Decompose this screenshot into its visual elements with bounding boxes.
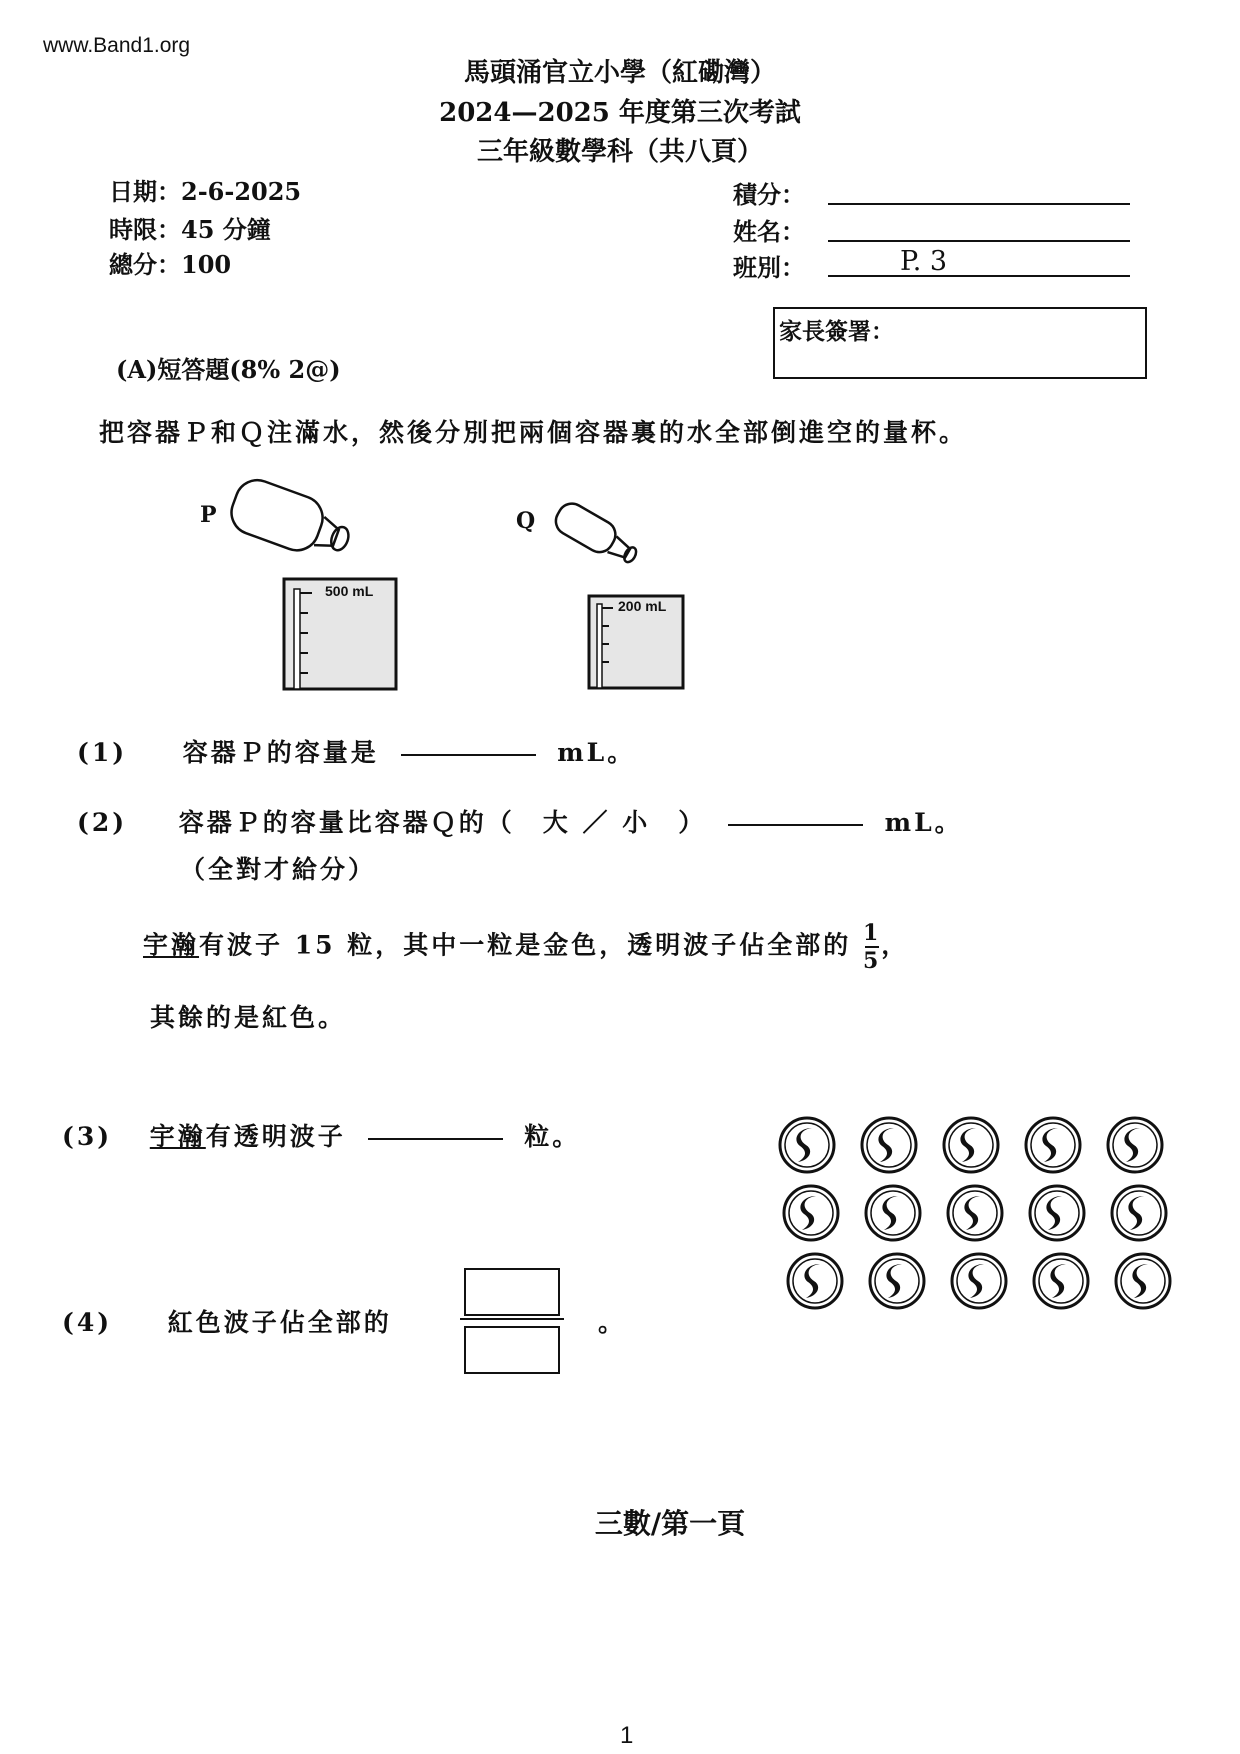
container-q-icon — [545, 500, 655, 575]
question-text: 容器Ｐ的容量比容器Ｑ的（ 大 ／ 小 ） — [178, 808, 707, 837]
marble-icon — [946, 1184, 1004, 1242]
question-text: 有透明波子 — [205, 1122, 346, 1151]
container-p-icon — [222, 478, 367, 568]
marble-icon — [782, 1184, 840, 1242]
passage-text: 有波子 15 粒，其中一粒是金色，透明波子佔全部的 — [199, 930, 852, 960]
answer-blank[interactable] — [401, 753, 536, 756]
class-value: P. 3 — [900, 246, 948, 277]
student-name: 宇瀚 — [143, 930, 200, 960]
total-marks: 總分：100 — [109, 250, 232, 279]
answer-blank[interactable] — [728, 823, 863, 826]
passage-line-2: 其餘的是紅色。 — [150, 1003, 347, 1032]
marble-icon — [868, 1252, 926, 1310]
beaker-q-scale: 200 mL — [618, 598, 667, 614]
school-name: 馬頭涌官立小學（紅磡灣） — [463, 58, 776, 88]
question-number: (2) — [77, 808, 128, 837]
marble-icon — [1106, 1116, 1164, 1174]
name-label: 姓名： — [733, 217, 805, 246]
watermark: www.Band1.org — [43, 34, 191, 57]
fraction-numerator: 1 — [862, 920, 882, 946]
class-field[interactable] — [828, 275, 1130, 277]
marble-icon — [778, 1116, 836, 1174]
parent-signature-label: 家長簽署： — [779, 318, 894, 345]
instruction: 把容器Ｐ和Ｑ注滿水，然後分別把兩個容器裏的水全部倒進空的量杯。 — [99, 418, 968, 447]
marble-icon — [1028, 1184, 1086, 1242]
page-label: 三數/第一頁 — [594, 1507, 746, 1540]
question-4 — [62, 1303, 392, 1339]
beaker-p-scale: 500 mL — [325, 583, 374, 599]
marble-icon — [786, 1252, 844, 1310]
subject-title: 三年級數學科（共八頁） — [476, 137, 763, 167]
unit: mL。 — [557, 738, 636, 767]
time-limit: 時限：45 分鐘 — [109, 215, 271, 244]
container-q-label: Q — [516, 508, 536, 534]
section-heading: (A)短答題(8% 2@) — [116, 355, 341, 384]
fraction-one-fifth — [863, 920, 881, 974]
question-4-end: 。 — [598, 1308, 627, 1337]
passage-line-1 — [143, 920, 909, 974]
unit: mL。 — [884, 808, 963, 837]
fraction-denominator-box[interactable] — [464, 1326, 560, 1374]
question-number: (3) — [62, 1122, 113, 1151]
page-number: 1 — [620, 1722, 634, 1749]
unit: 粒。 — [524, 1122, 581, 1151]
question-text: 紅色波子佔全部的 — [167, 1308, 392, 1337]
answer-blank[interactable] — [368, 1137, 503, 1140]
question-text: 容器Ｐ的容量是 — [182, 738, 379, 767]
score-label: 積分： — [733, 180, 805, 209]
parent-signature-box[interactable] — [773, 307, 1147, 379]
question-2-note: （全對才給分） — [180, 855, 377, 884]
question-number: (1) — [77, 738, 128, 767]
marble-icon — [1114, 1252, 1172, 1310]
class-label: 班別： — [733, 253, 805, 282]
question-2 — [77, 803, 963, 839]
student-name: 宇瀚 — [149, 1122, 206, 1151]
marble-icon — [1032, 1252, 1090, 1310]
fraction-denominator: 5 — [862, 948, 882, 974]
question-number: (4) — [62, 1308, 113, 1337]
exam-title: 2024—2025 年度第三次考試 — [439, 98, 801, 128]
question-1 — [77, 733, 635, 769]
fraction-numerator-box[interactable] — [464, 1268, 560, 1316]
marble-icon — [942, 1116, 1000, 1174]
marble-icon — [864, 1184, 922, 1242]
name-field[interactable] — [828, 240, 1130, 242]
marble-icon — [950, 1252, 1008, 1310]
score-field[interactable] — [828, 203, 1130, 205]
question-3 — [62, 1117, 580, 1153]
fraction-bar — [460, 1318, 564, 1320]
exam-date: 日期：2-6-2025 — [109, 177, 302, 206]
marble-icon — [860, 1116, 918, 1174]
marble-icon — [1110, 1184, 1168, 1242]
passage-comma: ， — [881, 930, 910, 960]
container-p-label: P — [200, 502, 217, 528]
marble-icon — [1024, 1116, 1082, 1174]
